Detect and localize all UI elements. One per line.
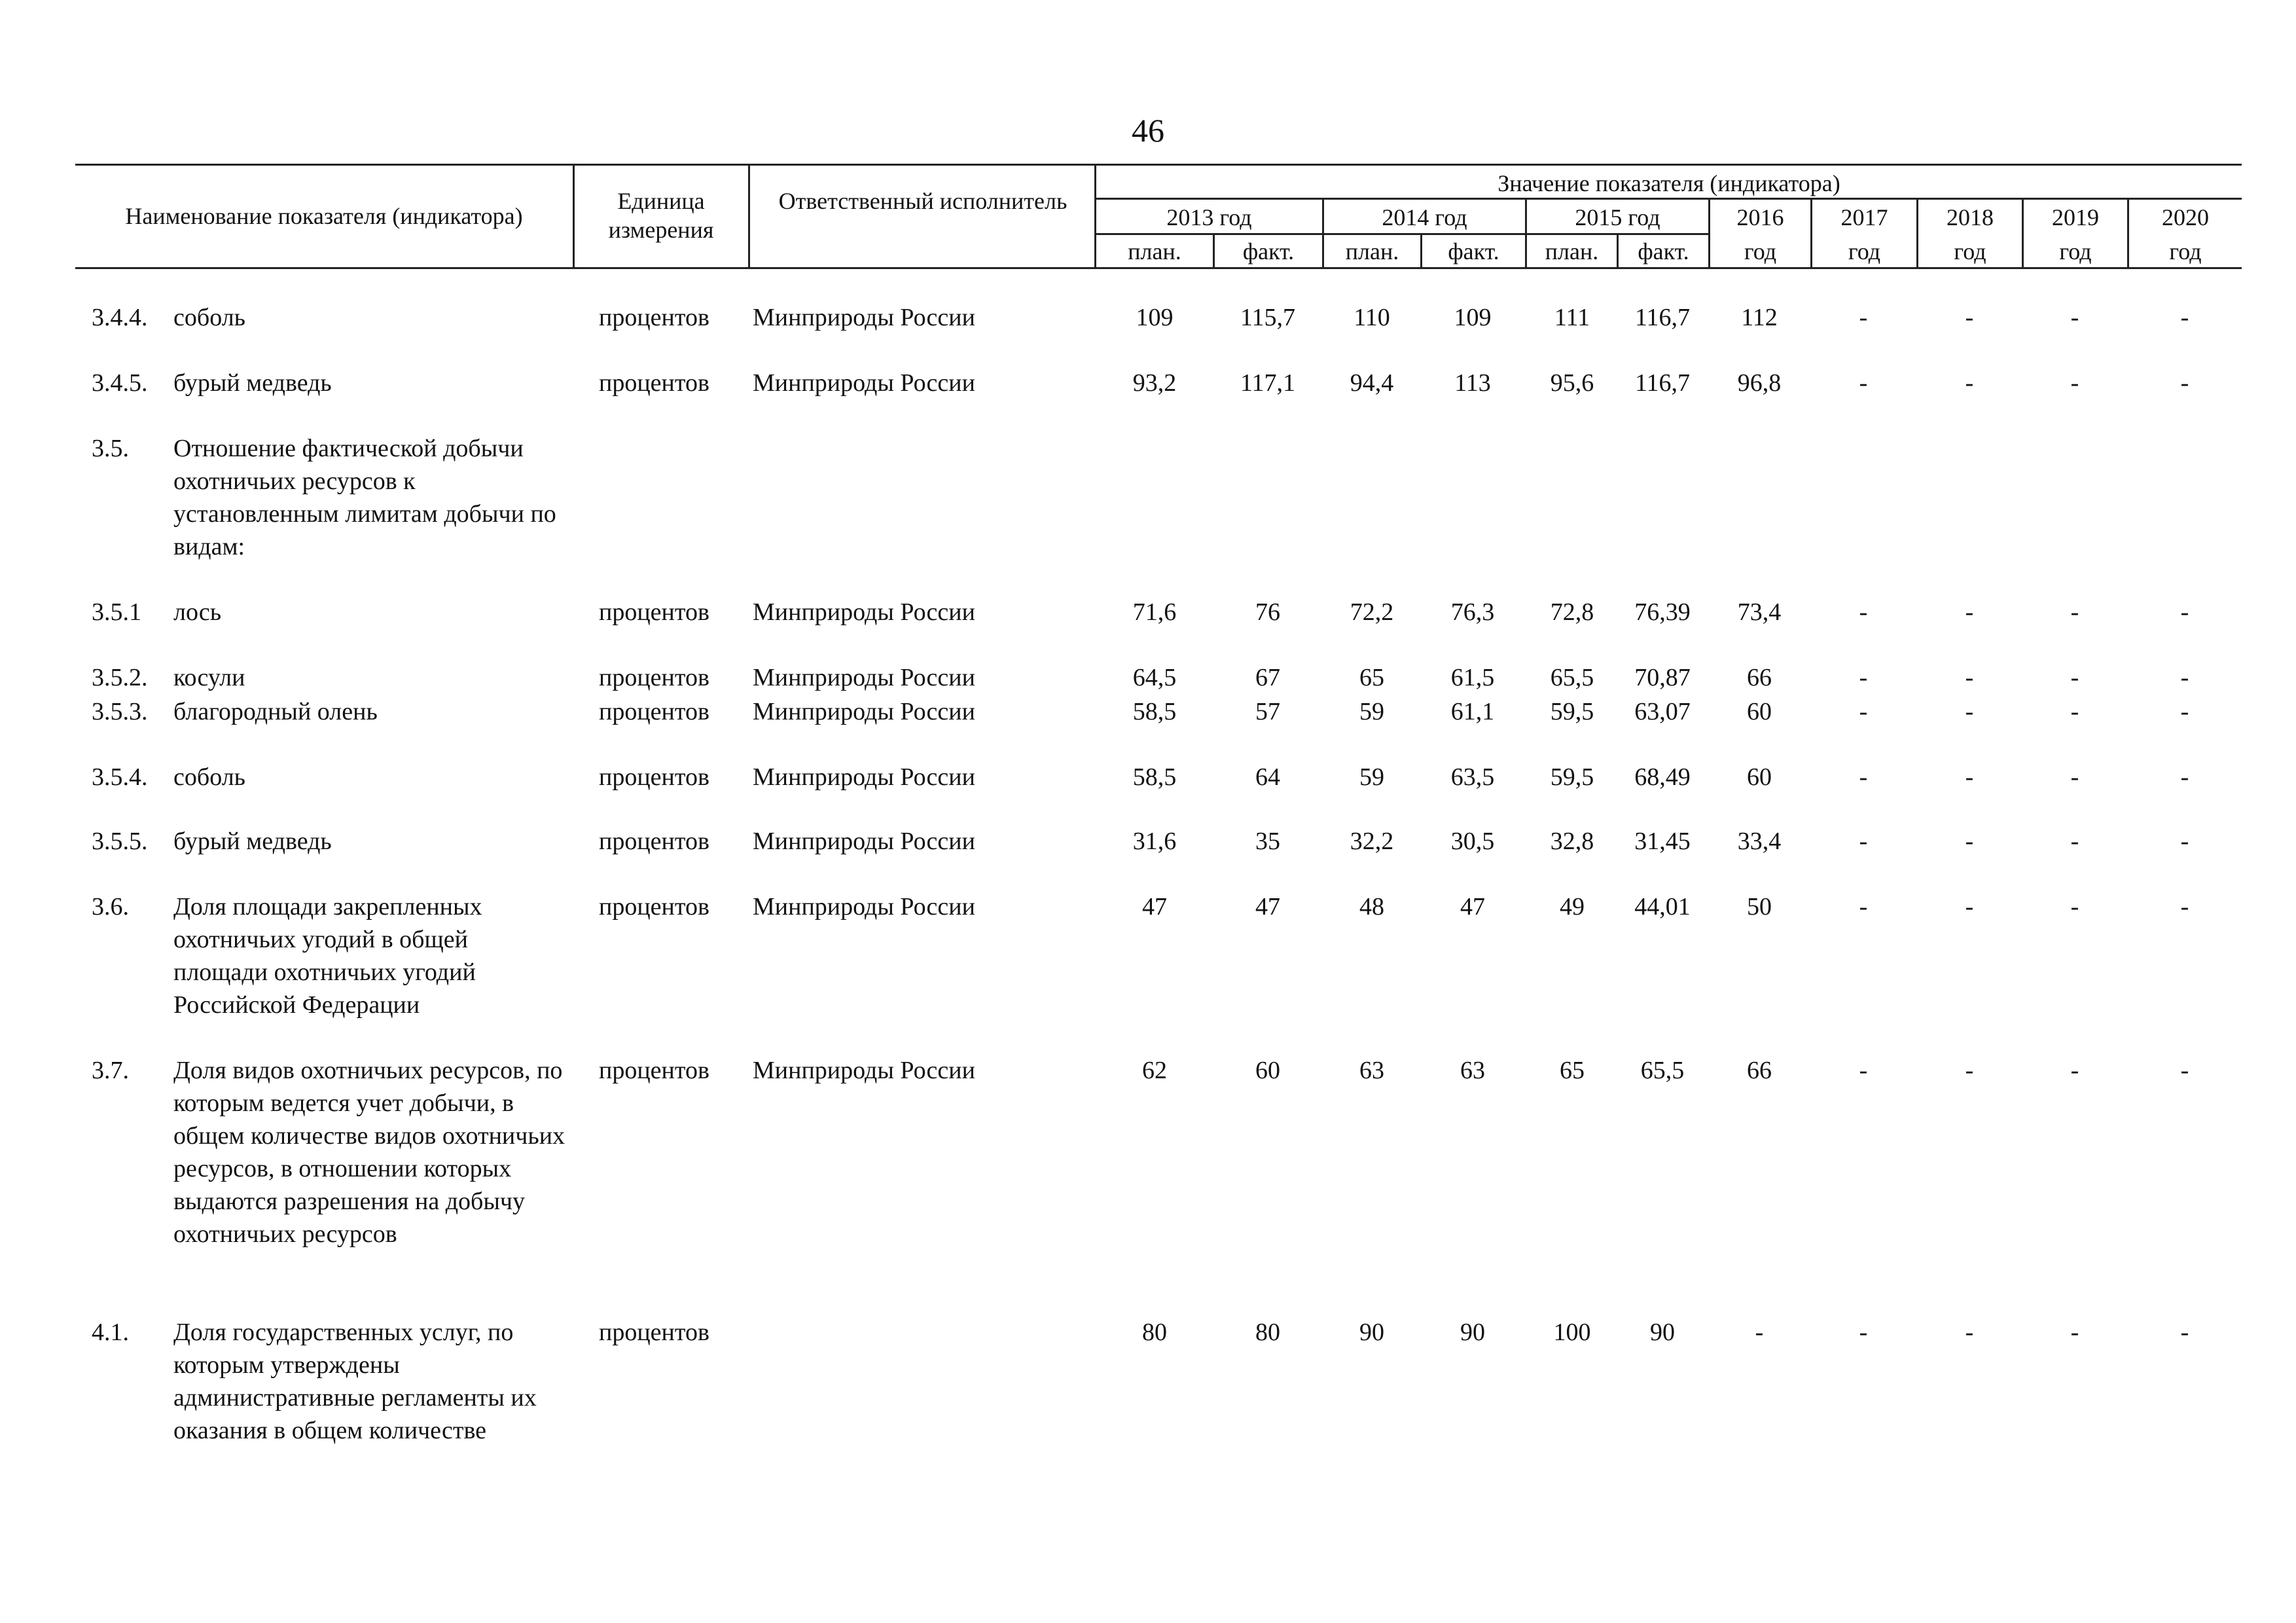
row-value: - [2070,1319,2079,1346]
row-value: - [1859,698,1868,725]
row-value: 117,1 [1240,369,1296,397]
row-value: - [1859,369,1868,397]
row-number: 3.5.5. [92,828,148,855]
row-value: 66 [1747,1057,1772,1084]
row-unit: процентов [599,893,709,921]
header-god: год [2169,238,2202,264]
row-value: 62 [1142,1057,1167,1084]
row-value: 64 [1255,763,1280,791]
row-value: 58,5 [1132,698,1177,725]
row-name: бурый медведь [173,369,332,397]
row-value: 112 [1741,304,1778,331]
header-plan: план. [1345,238,1399,264]
header-god: год [2059,238,2092,264]
col-divider [573,164,575,267]
header-year-2018: 2018 [1946,204,1994,230]
header-year-2013: 2013 год [1166,204,1252,230]
value-group-rule [1094,198,2242,200]
row-number: 3.6. [92,893,129,921]
row-value: 31,6 [1132,828,1177,855]
row-executor: Минприроды России [753,664,975,691]
row-value: - [2180,664,2189,691]
row-value: 63 [1359,1057,1384,1084]
row-value: - [2180,369,2189,397]
row-value: - [1859,763,1868,791]
row-value: 109 [1454,304,1492,331]
row-value: 60 [1255,1057,1280,1084]
row-value: 48 [1359,893,1384,921]
row-value: - [1965,1319,1974,1346]
row-value: 90 [1359,1319,1384,1346]
row-value: - [1965,698,1974,725]
header-plan: план. [1128,238,1181,264]
row-value: 65,5 [1550,664,1594,691]
row-value: 90 [1650,1319,1675,1346]
header-fact: факт. [1638,238,1689,264]
row-value: - [1859,304,1868,331]
row-executor: Минприроды России [753,304,975,331]
row-value: - [1965,598,1974,626]
row-value: 47 [1255,893,1280,921]
row-name: бурый медведь [173,828,332,855]
row-value: 70,87 [1634,664,1691,691]
row-value: - [2070,698,2079,725]
row-value: 59 [1359,763,1384,791]
row-value: 44,01 [1634,893,1691,921]
row-unit: процентов [599,664,709,691]
row-value: - [1859,598,1868,626]
row-value: 73,4 [1737,598,1782,626]
row-number: 3.4.5. [92,369,148,397]
header-year-2017: 2017 [1840,204,1888,230]
row-value: - [2070,828,2079,855]
row-value: 67 [1255,664,1280,691]
row-value: 76,3 [1450,598,1495,626]
row-unit: процентов [599,698,709,725]
row-value: - [2070,664,2079,691]
row-number: 4.1. [92,1319,129,1346]
row-unit: процентов [599,1319,709,1346]
row-unit: процентов [599,763,709,791]
row-value: 71,6 [1132,598,1177,626]
row-value: 110 [1354,304,1390,331]
row-value: 116,7 [1634,369,1691,397]
header-god: год [1848,238,1881,264]
row-value: 33,4 [1737,828,1782,855]
row-value: 47 [1460,893,1485,921]
row-name: лось [173,598,222,626]
row-value: 61,5 [1450,664,1495,691]
row-value: 32,8 [1550,828,1594,855]
header-fact: факт. [1448,238,1499,264]
row-number: 3.5.1 [92,598,141,626]
row-name: косули [173,664,245,691]
row-value: 64,5 [1132,664,1177,691]
row-value: 47 [1142,893,1167,921]
row-value: - [1965,304,1974,331]
header-year-2016: 2016 [1736,204,1784,230]
row-value: 68,49 [1634,763,1691,791]
row-value: 61,1 [1450,698,1495,725]
row-value: - [2070,1057,2079,1084]
row-value: - [2070,598,2079,626]
row-number: 3.5.2. [92,664,148,691]
row-value: 59,5 [1550,698,1594,725]
row-executor: Минприроды России [753,369,975,397]
header-executor: Ответственный исполнитель [778,188,1067,214]
row-value: 93,2 [1132,369,1177,397]
row-value: 57 [1255,698,1280,725]
row-number: 3.5.3. [92,698,148,725]
header-name: Наименование показателя (индикатора) [125,203,523,229]
row-unit: процентов [599,1057,709,1084]
row-value: 31,45 [1634,828,1691,855]
row-value: 96,8 [1737,369,1782,397]
row-value: 66 [1747,664,1772,691]
col-divider [748,164,750,267]
row-value: 60 [1747,698,1772,725]
row-value: - [1965,763,1974,791]
row-value: 111 [1554,304,1590,331]
row-value: 116,7 [1634,304,1691,331]
row-executor: Минприроды России [753,763,975,791]
row-value: - [1965,369,1974,397]
row-value: 60 [1747,763,1772,791]
row-value: 76 [1255,598,1280,626]
row-value: - [1859,1057,1868,1084]
row-value: 35 [1255,828,1280,855]
row-name: соболь [173,763,245,791]
header-top-rule [75,164,2242,166]
row-value: 63 [1460,1057,1485,1084]
row-unit: процентов [599,828,709,855]
row-value: 30,5 [1450,828,1495,855]
row-value: 90 [1460,1319,1485,1346]
row-value: - [1965,893,1974,921]
row-number: 3.4.4. [92,304,148,331]
row-value: 113 [1454,369,1491,397]
header-god: год [1744,238,1777,264]
row-value: 115,7 [1240,304,1296,331]
row-value: - [1859,1319,1868,1346]
row-value: - [2180,828,2189,855]
header-fact: факт. [1242,238,1295,264]
row-value: 59,5 [1550,763,1594,791]
row-value: 65,5 [1640,1057,1685,1084]
row-number: 3.7. [92,1057,129,1084]
header-god: год [1954,238,1986,264]
row-value: - [2070,893,2079,921]
row-executor: Минприроды России [753,1057,975,1084]
row-value: - [1755,1319,1764,1346]
row-value: - [2070,763,2079,791]
row-executor: Минприроды России [753,598,975,626]
header-bottom-rule [75,267,2242,269]
row-value: 63,5 [1450,763,1495,791]
header-year-2014: 2014 год [1382,204,1467,230]
row-value: 100 [1553,1319,1591,1346]
row-value: 50 [1747,893,1772,921]
header-year-2015: 2015 год [1575,204,1660,230]
row-value: - [2180,763,2189,791]
row-value: 80 [1142,1319,1167,1346]
row-value: - [2180,1057,2189,1084]
header-plan: план. [1545,238,1599,264]
row-value: 32,2 [1350,828,1394,855]
row-value: - [1965,664,1974,691]
row-name: благородный олень [173,698,378,725]
row-name: Доля площади закрепленных охотничьих угодий в общей площади охотничьих угодий Российской Федерации [173,893,482,1019]
row-value: 95,6 [1550,369,1594,397]
row-value: - [1859,893,1868,921]
header-year-2019: 2019 [2052,204,2099,230]
row-value: 94,4 [1350,369,1394,397]
row-name: соболь [173,304,245,331]
row-value: 109 [1136,304,1174,331]
row-value: 80 [1255,1319,1280,1346]
row-executor: Минприроды России [753,893,975,921]
header-unit: Единица измерения [608,188,714,243]
row-value: 59 [1359,698,1384,725]
row-value: 63,07 [1634,698,1691,725]
row-executor: Минприроды России [753,828,975,855]
row-value: 72,2 [1350,598,1394,626]
row-unit: процентов [599,304,709,331]
row-value: 76,39 [1634,598,1691,626]
header-year-2020: 2020 [2162,204,2209,230]
row-value: 65 [1560,1057,1585,1084]
row-value: - [1859,828,1868,855]
row-value: - [2180,304,2189,331]
row-value: 65 [1359,664,1384,691]
row-value: - [2070,369,2079,397]
row-value: - [2180,698,2189,725]
row-name: Доля видов охотничьих ресурсов, по которым ведется учет добычи, в общем количестве видов охотничьих ресурсов, в отношении которых выдаются разрешения на добычу охотничьих ресурсов [173,1057,565,1248]
row-value: 58,5 [1132,763,1177,791]
row-value: - [2180,1319,2189,1346]
header-value: Значение показателя (индикатора) [1498,170,1840,196]
row-value: - [1965,828,1974,855]
row-unit: процентов [599,598,709,626]
row-value: - [2070,304,2079,331]
row-number: 3.5.4. [92,763,148,791]
row-value: - [1859,664,1868,691]
row-name: Доля государственных услуг, по которым утверждены административные регламенты их оказания в общем количестве [173,1319,537,1444]
row-executor: Минприроды России [753,698,975,725]
row-value: - [2180,893,2189,921]
row-number: 3.5. [92,435,129,462]
page-number: 46 [1132,112,1164,149]
row-unit: процентов [599,369,709,397]
row-value: 49 [1560,893,1585,921]
row-value: - [1965,1057,1974,1084]
row-value: 72,8 [1550,598,1594,626]
row-value: - [2180,598,2189,626]
row-name: Отношение фактической добычи охотничьих ресурсов к установленным лимитам добычи по видам: [173,435,556,560]
